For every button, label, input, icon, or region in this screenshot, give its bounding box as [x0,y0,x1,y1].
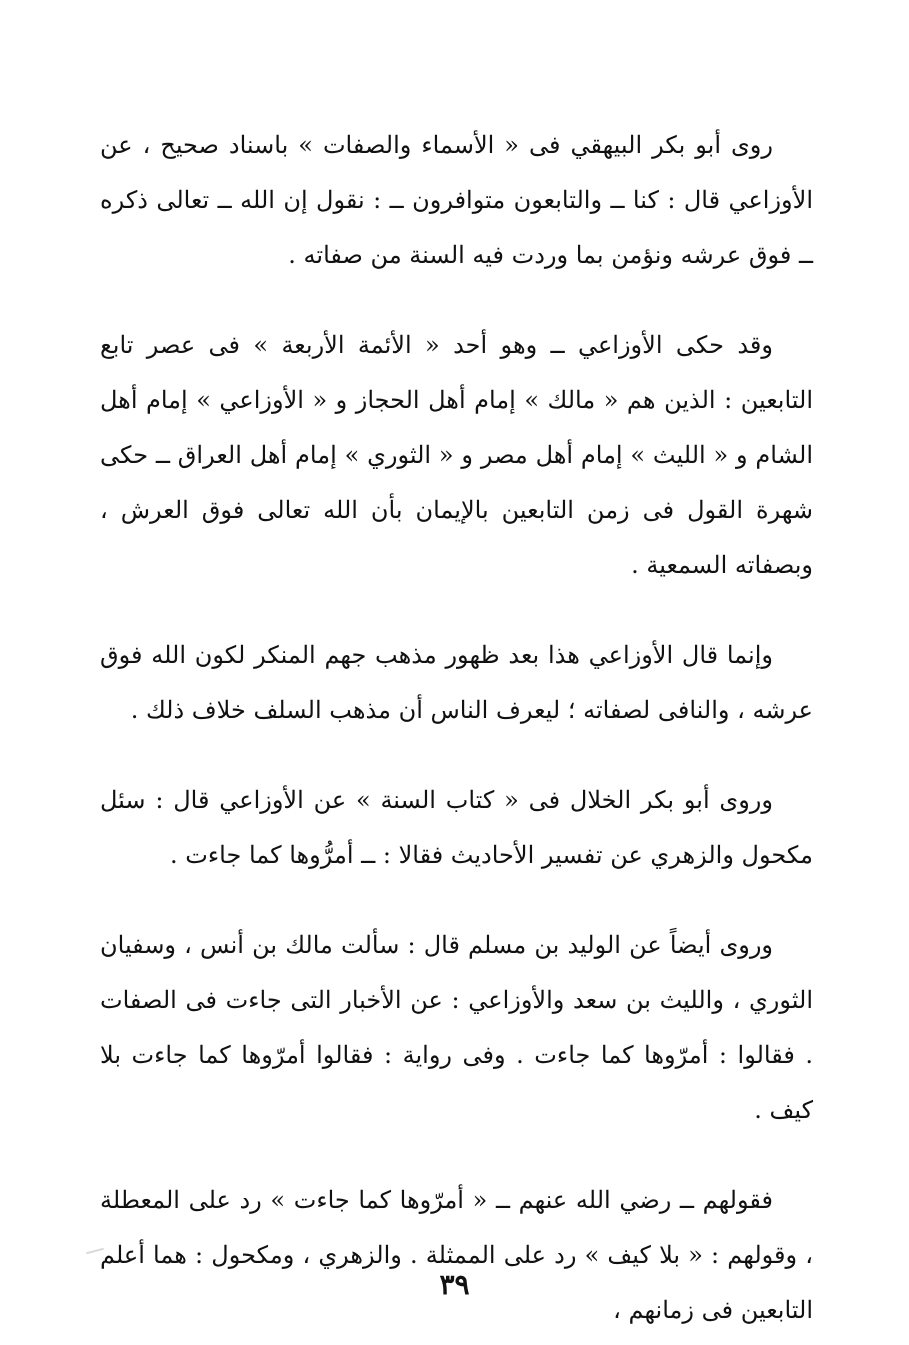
paragraph-2: وقد حكى الأوزاعي ــ وهو أحد « الأئمة الأربعة » فى عصر تابع التابعين : الذين هم « مالك » إمام أهل الحجاز و « الأوزاعي » إمام أهل الشام و « الليث » إمام أهل مصر و « الثوري » إمام أهل العراق ــ حكى شهرة القول فى زمن التابعين بالإيمان بأن الله تعالى فوق العرش ، وبصفاته السمعية . [100,331,813,579]
paragraph-1: روى أبو بكر البيهقي فى « الأسماء والصفات » باسناد صحيح ، عن الأوزاعي قال : كنا ــ والتابعون متوافرون ــ : نقول إن الله ــ تعالى ذكره ــ فوق عرشه ونؤمن بما وردت فيه السنة من صفاته . [100,131,813,269]
paragraph-5: وروى أيضاً عن الوليد بن مسلم قال : سألت مالك بن أنس ، وسفيان الثوري ، والليث بن سعد والأوزاعي : عن الأخبار التى جاءت فى الصفات . فقالوا : أمرّوها كما جاءت . وفى رواية : فقالوا أمرّوها كما جاءت بلا كيف . [100,931,813,1124]
paragraph-3: وإنما قال الأوزاعي هذا بعد ظهور مذهب جهم المنكر لكون الله فوق عرشه ، والنافى لصفاته ؛ ليعرف الناس أن مذهب السلف خلاف ذلك . [100,641,813,724]
paragraph-4: وروى أبو بكر الخلال فى « كتاب السنة » عن الأوزاعي قال : سئل مكحول والزهري عن تفسير الأحاديث فقالا : ــ أمرُّوها كما جاءت . [100,786,813,869]
page-number: ٣٩ [439,1268,470,1301]
main-text [100,118,813,1338]
paragraph-6: فقولهم ــ رضي الله عنهم ــ « أمرّوها كما جاءت » رد على المعطلة ، وقولهم : « بلا كيف » رد على الممثلة . والزهري ، ومكحول : هما أعلم التابعين فى زمانهم ، [100,1186,813,1324]
